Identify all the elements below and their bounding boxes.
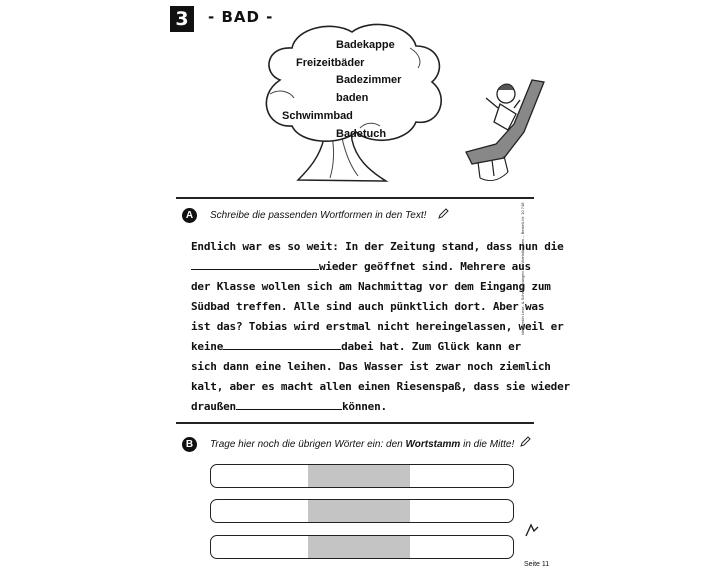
text-line [191, 337, 531, 357]
gap-blank[interactable] [223, 338, 341, 350]
text-line: der Klasse wollen sich am Nachmittag vor dem Eingang zum [191, 280, 551, 293]
task-a-instruction: Schreibe die passenden Wortformen in den Text! [210, 210, 427, 221]
tree-word-schwimmbad: Schwimmbad [282, 110, 353, 122]
waterslide-illustration [458, 78, 554, 190]
text-segment: können. [341, 400, 387, 413]
text-line: Südbad treffen. Alle sind auch pünktlich dort. Aber was [191, 300, 545, 313]
word-stem-field[interactable] [308, 465, 410, 487]
word-row-3[interactable] [210, 535, 514, 559]
text-segment: keine [191, 340, 224, 353]
word-row-1[interactable] [210, 464, 514, 488]
fill-in-text [191, 237, 570, 417]
gap-blank[interactable] [191, 258, 319, 270]
text-line: Endlich war es so weit: In der Zeitung stand, dass nun die [191, 240, 564, 253]
word-stem-field[interactable] [308, 500, 410, 522]
task-b-instruction: Trage hier noch die übrigen Wörter ein: den Wortstamm in die Mitte! [210, 439, 515, 450]
text-segment: dabei hat. Zum Glück kann er [341, 340, 521, 353]
text-line [191, 257, 531, 277]
text-segment: draußen [191, 400, 236, 413]
text-line [191, 397, 531, 417]
publisher-logo [524, 522, 540, 538]
text-segment: wieder geöffnet sind. Mehrere aus [319, 260, 531, 273]
publisher-side-text: Ideenreich Lese- & Schreibübungen mit Wortstämmen – Bestell-Nr. 10 748 [520, 202, 525, 335]
tree-word-freizeitbaeder: Freizeitbäder [296, 57, 365, 69]
text-line: ist das? Tobias wird erstmal nicht hereingelassen, weil er [191, 320, 564, 333]
tree-word-badetuch: Badetuch [336, 128, 387, 140]
section-divider-bottom [176, 422, 534, 424]
task-a-badge: A [182, 208, 197, 223]
word-row-2[interactable] [210, 499, 514, 523]
text-line: kalt, aber es macht allen einen Riesenspaß, dass sie wieder [191, 380, 570, 393]
task-b-badge: B [182, 437, 197, 452]
pencil-icon [437, 208, 449, 220]
pencil-icon [519, 436, 531, 448]
tree-word-baden: baden [336, 92, 369, 104]
text-line: sich dann eine leihen. Das Wasser ist zwar noch ziemlich [191, 360, 551, 373]
section-divider-top [176, 197, 534, 199]
tree-word-badekappe: Badekappe [336, 39, 395, 51]
gap-blank[interactable] [236, 398, 342, 410]
tree-word-badezimmer: Badezimmer [336, 74, 402, 86]
word-stem-field[interactable] [308, 536, 410, 558]
page-number: Seite 11 [524, 561, 550, 568]
exercise-number: 3 [170, 6, 194, 32]
exercise-title: - BAD - [208, 8, 274, 26]
